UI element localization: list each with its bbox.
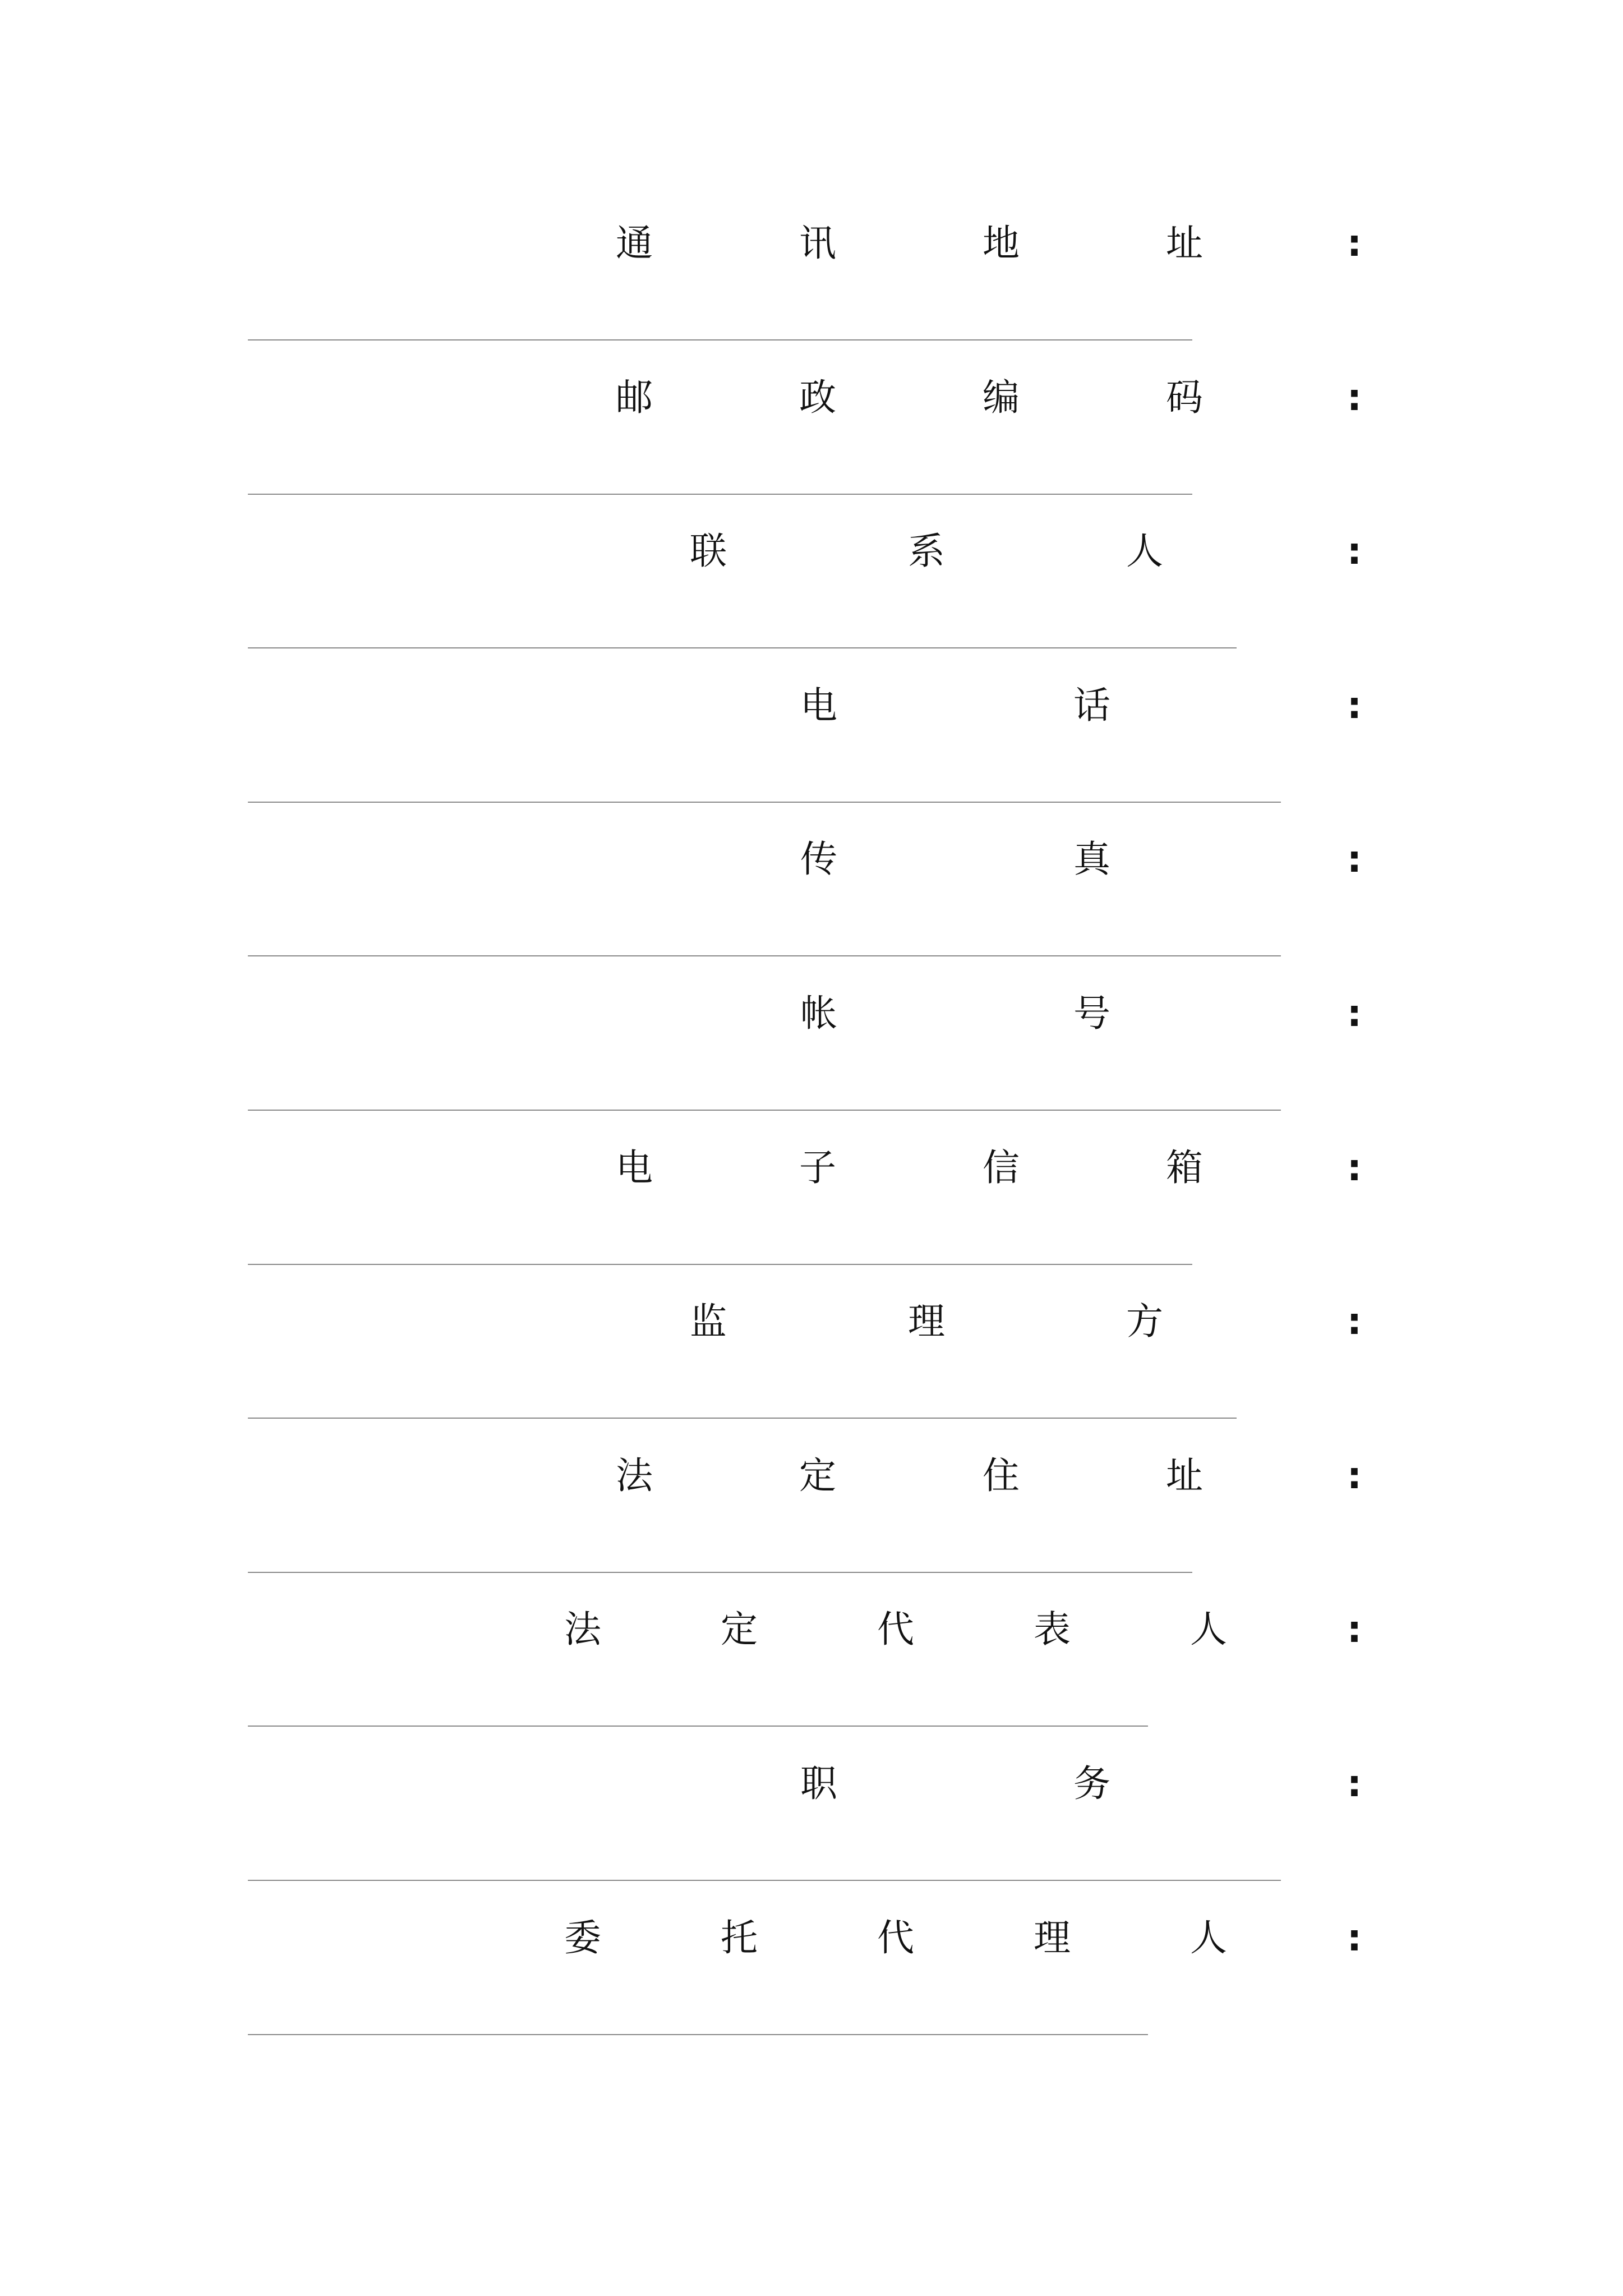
field-underline[interactable] bbox=[248, 339, 1192, 341]
field-row-email bbox=[0, 1145, 1623, 1274]
field-colon: : bbox=[1347, 683, 1362, 727]
field-row-contact-person bbox=[0, 529, 1623, 658]
field-underline[interactable] bbox=[248, 647, 1237, 648]
field-underline[interactable] bbox=[248, 1418, 1237, 1419]
field-label: 委托代理人 bbox=[564, 1916, 1347, 1959]
field-underline[interactable] bbox=[248, 1726, 1148, 1727]
field-label: 通讯地址 bbox=[616, 222, 1349, 265]
field-row-phone bbox=[0, 683, 1623, 812]
field-underline[interactable] bbox=[248, 1110, 1281, 1111]
field-colon: : bbox=[1347, 222, 1362, 265]
field-colon: : bbox=[1347, 1916, 1362, 1959]
field-label: 职务 bbox=[800, 1762, 1347, 1805]
field-colon: : bbox=[1347, 1608, 1362, 1651]
field-row-mailing-address bbox=[0, 221, 1623, 350]
field-row-legal-representative bbox=[0, 1607, 1623, 1736]
field-label: 监理方 bbox=[690, 1300, 1344, 1343]
field-colon: : bbox=[1347, 1453, 1362, 1497]
field-colon: : bbox=[1347, 530, 1362, 573]
field-underline[interactable] bbox=[248, 1880, 1281, 1881]
field-row-fax bbox=[0, 837, 1623, 966]
field-colon: : bbox=[1347, 1762, 1362, 1805]
field-row-supervisor-party bbox=[0, 1299, 1623, 1428]
field-row-legal-address bbox=[0, 1453, 1623, 1582]
field-label: 联系人 bbox=[690, 530, 1344, 573]
field-label: 电子信箱 bbox=[616, 1145, 1349, 1189]
field-row-authorized-agent bbox=[0, 1916, 1623, 2045]
field-colon: : bbox=[1347, 375, 1362, 419]
field-colon: : bbox=[1347, 992, 1362, 1035]
field-underline[interactable] bbox=[248, 955, 1281, 956]
field-row-position bbox=[0, 1761, 1623, 1890]
field-underline[interactable] bbox=[248, 802, 1281, 803]
field-underline[interactable] bbox=[248, 2034, 1148, 2035]
field-underline[interactable] bbox=[248, 494, 1192, 495]
field-label: 帐号 bbox=[800, 992, 1347, 1035]
field-row-postal-code bbox=[0, 375, 1623, 504]
field-label: 法定代表人 bbox=[564, 1608, 1347, 1651]
field-underline[interactable] bbox=[248, 1572, 1192, 1573]
field-row-account-number bbox=[0, 991, 1623, 1120]
field-colon: : bbox=[1347, 1145, 1362, 1189]
field-underline[interactable] bbox=[248, 1264, 1192, 1265]
field-colon: : bbox=[1347, 838, 1362, 881]
field-label: 电话 bbox=[800, 683, 1347, 727]
field-label: 传真 bbox=[800, 838, 1347, 881]
field-colon: : bbox=[1347, 1300, 1362, 1343]
field-label: 邮政编码 bbox=[616, 375, 1349, 419]
field-label: 法定住址 bbox=[616, 1453, 1349, 1497]
